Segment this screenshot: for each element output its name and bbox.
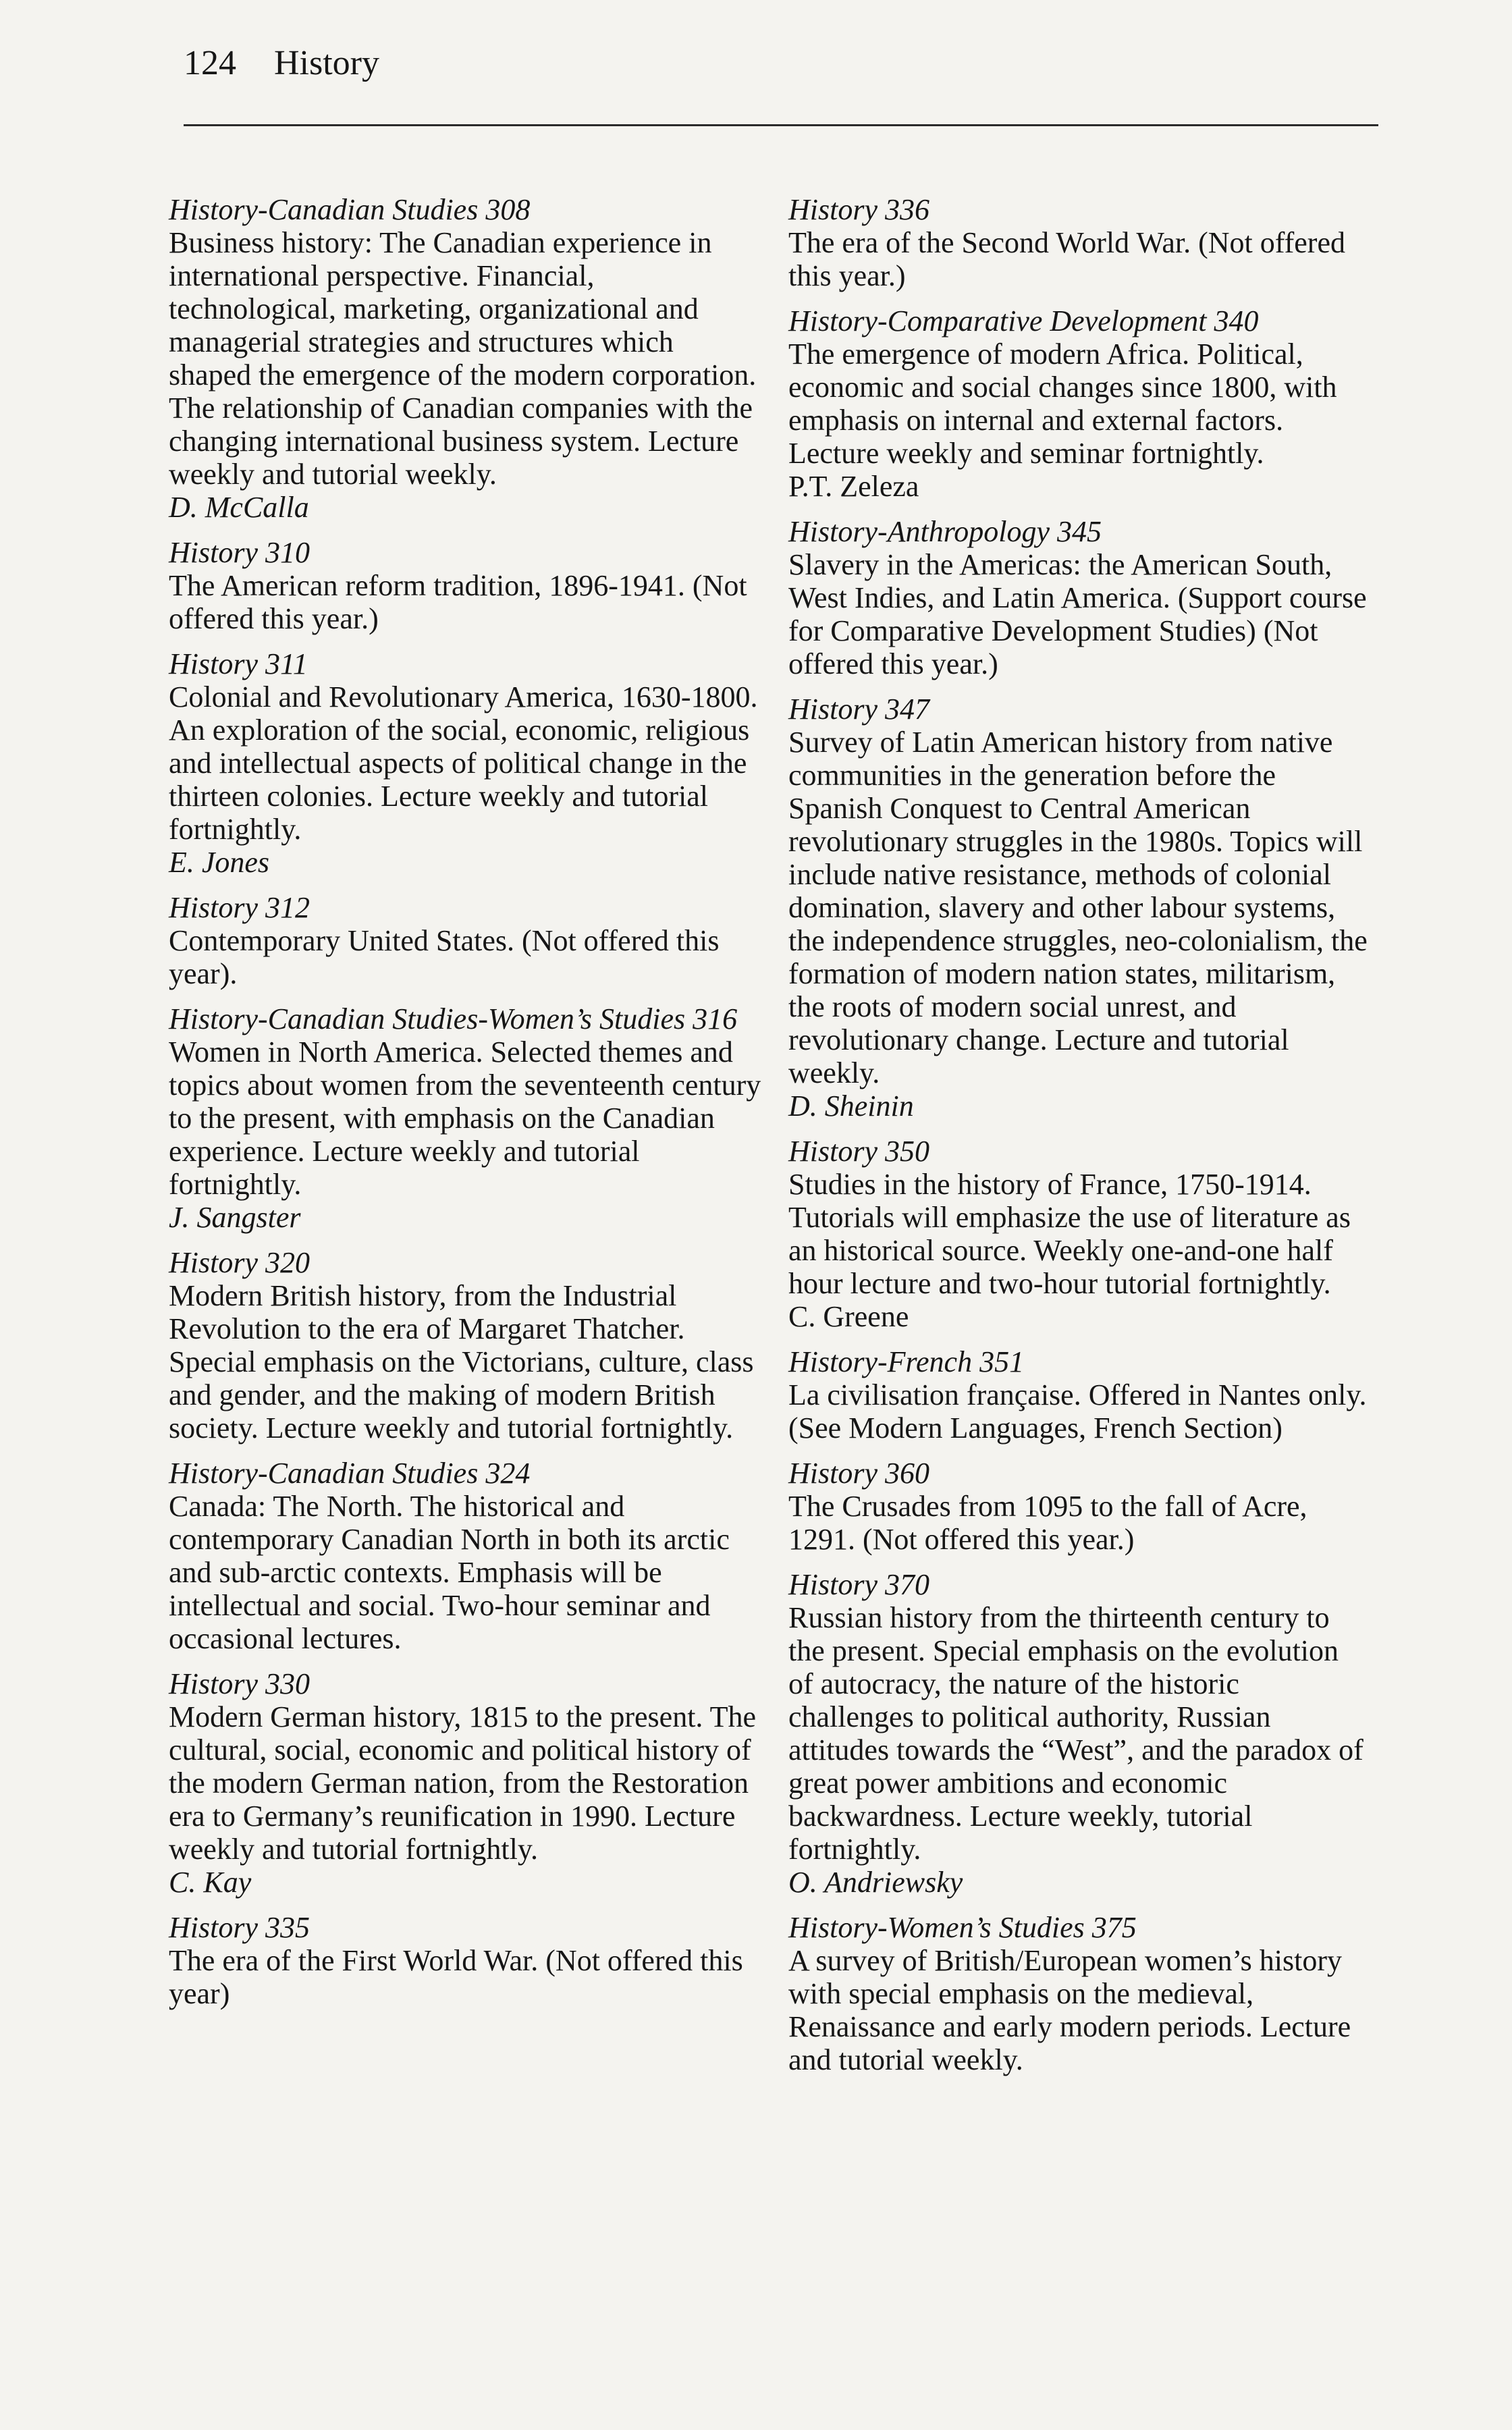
course-description: Contemporary United States. (Not offered this year).	[169, 924, 720, 990]
course-entry	[788, 1457, 1369, 1556]
course-title: History-Canadian Studies-Women’s Studies 316	[169, 1002, 738, 1035]
course-description: The era of the Second World War. (Not offered this year.)	[788, 226, 1345, 292]
right-column	[788, 193, 1369, 2088]
course-description: A survey of British/European women’s history with special emphasis on the medieval, Renaissance and early modern periods. Lecture and tutorial weekly.	[788, 1944, 1351, 2076]
course-description: Survey of Latin American history from native communities in the generation before the Spanish Conquest to Central American revolutionary struggles in the 1980s. Topics will include native resistance, methods of colonial domination, slavery and other labour systems, the independence struggles, neo-colonialism, the formation of modern nation states, militarism, the roots of modern social unrest, and revolutionary change. Lecture and tutorial weekly.	[788, 726, 1368, 1089]
course-entry	[788, 693, 1369, 1123]
course-title: History 320	[169, 1246, 310, 1279]
course-title: History-French 351	[788, 1345, 1025, 1378]
course-title: History-Comparative Development 340	[788, 304, 1259, 338]
course-description: Modern German history, 1815 to the present. The cultural, social, economic and political history of the modern German nation, from the Restoration era to Germany’s reunification in 1990. Lecture weekly and tutorial fortnightly.	[169, 1700, 757, 1866]
course-entry	[169, 1457, 763, 1655]
course-entry	[169, 891, 763, 990]
course-instructor: E. Jones	[169, 846, 270, 879]
left-column	[169, 193, 763, 2022]
course-title: History 330	[169, 1667, 310, 1700]
course-entry	[169, 1667, 763, 1899]
course-title: History-Women’s Studies 375	[788, 1911, 1137, 1944]
course-instructor: D. McCalla	[169, 491, 309, 524]
course-title: History 311	[169, 647, 308, 680]
course-entry	[788, 304, 1369, 503]
course-description: Studies in the history of France, 1750-1914. Tutorials will emphasize the use of literature as an historical source. Weekly one-and-one half hour lecture and two-hour tutorial fortnightly.	[788, 1168, 1351, 1300]
course-description: Modern British history, from the Industrial Revolution to the era of Margaret Thatcher. Special emphasis on the Victorians, culture, class and gender, and the making of modern British society. Lecture weekly and tutorial fortnightly.	[169, 1279, 754, 1444]
course-title: History 336	[788, 193, 929, 226]
course-description: Slavery in the Americas: the American South, West Indies, and Latin America. (Support course for Comparative Development Studies) (Not offered this year.)	[788, 548, 1367, 680]
course-entry	[788, 1568, 1369, 1899]
course-title: History 347	[788, 693, 929, 726]
course-entry	[788, 193, 1369, 292]
course-description: La civilisation française. Offered in Nantes only. (See Modern Languages, French Section)	[788, 1378, 1367, 1444]
course-entry	[788, 1345, 1369, 1444]
course-instructor: C. Kay	[169, 1866, 252, 1899]
course-description: Women in North America. Selected themes and topics about women from the seventeenth century to the present, with emphasis on the Canadian experience. Lecture weekly and tutorial fortnightly.	[169, 1035, 761, 1201]
course-description: Business history: The Canadian experience in international perspective. Financial, technological, marketing, organizational and managerial strategies and structures which shaped the emergence of the modern corporation. The relationship of Canadian companies with the changing international business system. Lecture weekly and tutorial weekly.	[169, 226, 757, 491]
course-description: The era of the First World War. (Not offered this year)	[169, 1944, 743, 2010]
course-title: History 312	[169, 891, 310, 924]
course-instructor: O. Andriewsky	[788, 1866, 963, 1899]
course-entry	[169, 193, 763, 524]
course-entry	[169, 1002, 763, 1234]
course-entry	[788, 515, 1369, 680]
course-description: Russian history from the thirteenth century to the present. Special emphasis on the evolution of autocracy, the nature of the historic challenges to political authority, Russian attitudes towards the “West”, and the paradox of great power ambitions and economic backwardness. Lecture weekly, tutorial fortnightly.	[788, 1601, 1364, 1866]
course-entry	[169, 536, 763, 635]
course-entry	[788, 1135, 1369, 1333]
course-instructor: D. Sheinin	[788, 1089, 914, 1123]
course-description: The Crusades from 1095 to the fall of Acre, 1291. (Not offered this year.)	[788, 1490, 1307, 1556]
course-description: The emergence of modern Africa. Political, economic and social changes since 1800, with emphasis on internal and external factors. Lecture weekly and seminar fortnightly.	[788, 338, 1337, 470]
section-title: History	[274, 44, 379, 82]
course-description: The American reform tradition, 1896-1941. (Not offered this year.)	[169, 569, 747, 635]
course-title: History 335	[169, 1911, 310, 1944]
course-description: Colonial and Revolutionary America, 1630-1800. An exploration of the social, economic, religious and intellectual aspects of political change in the thirteen colonies. Lecture weekly and tutorial fortnightly.	[169, 680, 758, 846]
course-title: History 310	[169, 536, 310, 569]
course-title: History 350	[788, 1135, 929, 1168]
course-entry	[169, 1246, 763, 1444]
course-title: History 370	[788, 1568, 929, 1601]
header-rule	[184, 124, 1378, 126]
course-title: History-Anthropology 345	[788, 515, 1102, 548]
course-entry	[169, 647, 763, 879]
course-instructor: J. Sangster	[169, 1201, 301, 1234]
course-title: History-Canadian Studies 308	[169, 193, 531, 226]
page-number: 124	[184, 44, 236, 82]
page-header	[184, 42, 379, 85]
course-instructor: C. Greene	[788, 1300, 909, 1333]
course-instructor: P.T. Zeleza	[788, 470, 919, 503]
course-entry	[788, 1911, 1369, 2076]
course-description: Canada: The North. The historical and contemporary Canadian North in both its arctic and sub-arctic contexts. Emphasis will be intellectual and social. Two-hour seminar and occasional lectures.	[169, 1490, 730, 1655]
course-title: History-Canadian Studies 324	[169, 1457, 531, 1490]
course-title: History 360	[788, 1457, 929, 1490]
course-entry	[169, 1911, 763, 2010]
